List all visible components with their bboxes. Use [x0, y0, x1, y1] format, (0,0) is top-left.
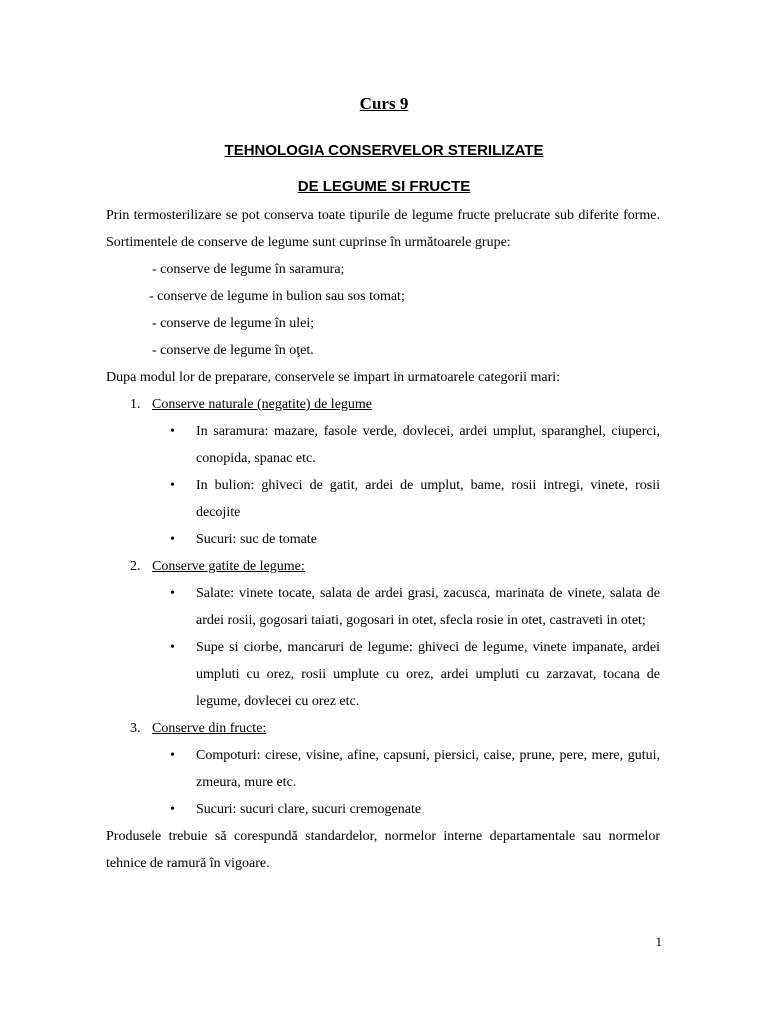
list-item-text: In bulion: ghiveci de gatit, ardei de umplut, bame, rosii intregi, vinete, rosii decojite	[196, 478, 660, 520]
category-number: 2.	[130, 559, 141, 574]
bullet-icon: •	[170, 586, 175, 601]
group-item: - conserve de legume in bulion sau sos tomat;	[149, 289, 405, 304]
category-heading	[106, 553, 660, 580]
category-number: 1.	[130, 397, 141, 412]
category-heading	[106, 391, 660, 418]
list-item	[106, 418, 660, 472]
category-title: Conserve gatite de legume:	[152, 559, 305, 574]
page-number: 1	[655, 934, 662, 949]
heading-sub: DE LEGUME SI FRUCTE	[297, 178, 471, 195]
groups-list	[106, 256, 660, 364]
list-item	[106, 526, 660, 553]
bullet-icon: •	[170, 802, 175, 817]
list-item-text: Supe si ciorbe, mancaruri de legume: ghiveci de legume, vinete impanate, ardei umpluti cu orez, rosii umplute cu orez, ardei umpluti cu zarzavat, tocana de legume, dovlecei cu orez etc.	[196, 640, 660, 709]
list-item	[106, 472, 660, 526]
bullet-icon: •	[170, 478, 175, 493]
bullet-icon: •	[170, 640, 175, 655]
page-title: Curs 9	[359, 94, 409, 113]
list-item	[106, 580, 660, 634]
list-item	[106, 742, 660, 796]
group-item: - conserve de legume în oţet.	[152, 343, 314, 358]
list-item	[106, 634, 660, 715]
category-heading	[106, 715, 660, 742]
group-item: - conserve de legume în saramura;	[152, 262, 345, 277]
category-title: Conserve din fructe:	[152, 721, 267, 736]
group-item: - conserve de legume în ulei;	[152, 316, 315, 331]
list-item-text: Compoturi: cirese, visine, afine, capsuni, piersici, caise, prune, pere, mere, gutui, zmeura, mure etc.	[196, 748, 660, 790]
closing-paragraph: Produsele trebuie să corespundă standardelor, normelor interne departamentale sau normelor tehnice de ramură în vigoare.	[106, 829, 660, 871]
bullet-icon: •	[170, 748, 175, 763]
document-body	[106, 202, 660, 877]
list-item-text: Sucuri: sucuri clare, sucuri cremogenate	[196, 802, 422, 817]
heading-main: TEHNOLOGIA CONSERVELOR STERILIZATE	[224, 142, 544, 159]
list-item-text: In saramura: mazare, fasole verde, dovlecei, ardei umplut, sparanghel, ciuperci, conopida, spanac etc.	[196, 424, 660, 466]
categories-intro: Dupa modul lor de preparare, conservele se impart in urmatoarele categorii mari:	[106, 370, 561, 385]
list-item	[106, 796, 660, 823]
list-item-text: Salate: vinete tocate, salata de ardei grasi, zacusca, marinata de vinete, salata de ardei rosii, gogosari taiati, gogosari in otet, sfecla rosie in otet, castraveti in otet;	[196, 586, 660, 628]
bullet-icon: •	[170, 424, 175, 439]
category-number: 3.	[130, 721, 141, 736]
list-item-text: Sucuri: suc de tomate	[196, 532, 317, 547]
category-title: Conserve naturale (negatite) de legume	[152, 397, 373, 412]
bullet-icon: •	[170, 532, 175, 547]
intro-paragraph: Prin termosterilizare se pot conserva toate tipurile de legume fructe prelucrate sub diferite forme. Sortimentele de conserve de legume sunt cuprinse în următoarele grupe:	[106, 208, 660, 250]
